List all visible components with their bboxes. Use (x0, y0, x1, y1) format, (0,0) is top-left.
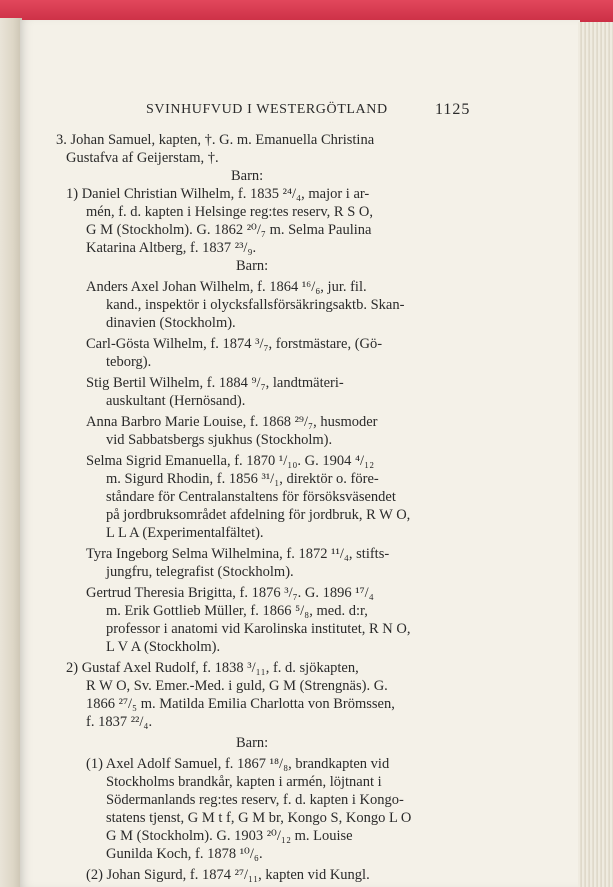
text-line: dinavien (Stockholm). (106, 315, 236, 331)
text-line: R W O, Sv. Emer.-Med. i guld, G M (Strengnäs). G. (86, 678, 388, 694)
text-line: m. Sigurd Rhodin, f. 1856 ³¹/₁, direktör o. före- (106, 471, 379, 487)
text-line: Anders Axel Johan Wilhelm, f. 1864 ¹⁶/₆, jur. fil. (86, 279, 367, 295)
text-line: 1) Daniel Christian Wilhelm, f. 1835 ²⁴/₄, major i ar- (66, 186, 370, 202)
text-line: L V A (Stockholm). (106, 639, 221, 655)
text-line: ståndare för Centralanstaltens för försöksväsendet (106, 489, 396, 505)
text-line: Stockholms brandkår, kapten i armén, löjtnant i (106, 774, 382, 790)
text-line: jungfru, telegrafist (Stockholm). (106, 564, 294, 580)
text-line: Gertrud Theresia Brigitta, f. 1876 ³/₇. G. 1896 ¹⁷/₄ (86, 585, 374, 601)
text-line: Stig Bertil Wilhelm, f. 1884 ⁹/₇, landtmäteri- (86, 375, 344, 391)
red-cover-edge (0, 0, 613, 22)
text-line: Tyra Ingeborg Selma Wilhelmina, f. 1872 ¹¹/₄, stifts- (86, 546, 390, 562)
text-line: 2) Gustaf Axel Rudolf, f. 1838 ³/₁₁, f. d. sjökapten, (66, 660, 359, 676)
text-line: Anna Barbro Marie Louise, f. 1868 ²⁹/₇, husmoder (86, 414, 378, 430)
page-number: 1125 (435, 101, 471, 118)
text-line: L L A (Experimentalfältet). (106, 525, 264, 541)
text-line: mén, f. d. kapten i Helsinge reg:tes reserv, R S O, (86, 204, 373, 220)
text-line: Selma Sigrid Emanuella, f. 1870 ¹/₁₀. G. 1904 ⁴/₁₂ (86, 453, 375, 469)
text-line: G M (Stockholm). G. 1862 ²⁰/₇ m. Selma Paulina (86, 222, 372, 238)
section-heading: Barn: (236, 258, 269, 274)
text-line: Gustafva af Geijerstam, †. (66, 150, 219, 166)
book-gutter (0, 18, 22, 887)
text-line: kand., inspektör i olycksfallsförsäkringsaktb. Skan- (106, 297, 405, 313)
text-line: Katarina Altberg, f. 1837 ²³/₉. (86, 240, 257, 256)
section-heading: Barn: (236, 735, 269, 751)
text-line: på jordbruksområdet afdelning för jordbruk, R W O, (106, 507, 411, 523)
book-page (20, 20, 580, 887)
text-line: Gunilda Koch, f. 1878 ¹⁰/₆. (106, 846, 263, 862)
section-heading: Barn: (231, 168, 264, 184)
text-line: f. 1837 ²²/₄. (86, 714, 153, 730)
text-line: m. Erik Gottlieb Müller, f. 1866 ⁵/₈, med. d:r, (106, 603, 368, 619)
text-line: G M (Stockholm). G. 1903 ²⁰/₁₂ m. Louise (106, 828, 353, 844)
text-line: Södermanlands reg:tes reserv, f. d. kapten i Kongo- (106, 792, 404, 808)
text-line: 1866 ²⁷/₅ m. Matilda Emilia Charlotta von Brömssen, (86, 696, 395, 712)
page-edges (578, 22, 613, 887)
page-text (20, 20, 580, 887)
text-line: vid Sabbatsbergs sjukhus (Stockholm). (106, 432, 333, 448)
text-line: (1) Axel Adolf Samuel, f. 1867 ¹⁸/₈, brandkapten vid (86, 756, 390, 772)
text-line: statens tjenst, G M t f, G M br, Kongo S, Kongo L O (106, 810, 412, 826)
text-line: professor i anatomi vid Karolinska institutet, R N O, (106, 621, 411, 637)
text-line: auskultant (Hernösand). (106, 393, 246, 409)
text-line: Carl-Gösta Wilhelm, f. 1874 ³/₇, forstmästare, (Gö- (86, 336, 383, 352)
text-line: teborg). (106, 354, 152, 370)
text-line: 3. Johan Samuel, kapten, †. G. m. Emanuella Christina (56, 132, 375, 148)
running-title: SVINHUFVUD I WESTERGÖTLAND (146, 102, 388, 117)
text-line: (2) Johan Sigurd, f. 1874 ²⁷/₁₁, kapten vid Kungl. (86, 867, 370, 883)
